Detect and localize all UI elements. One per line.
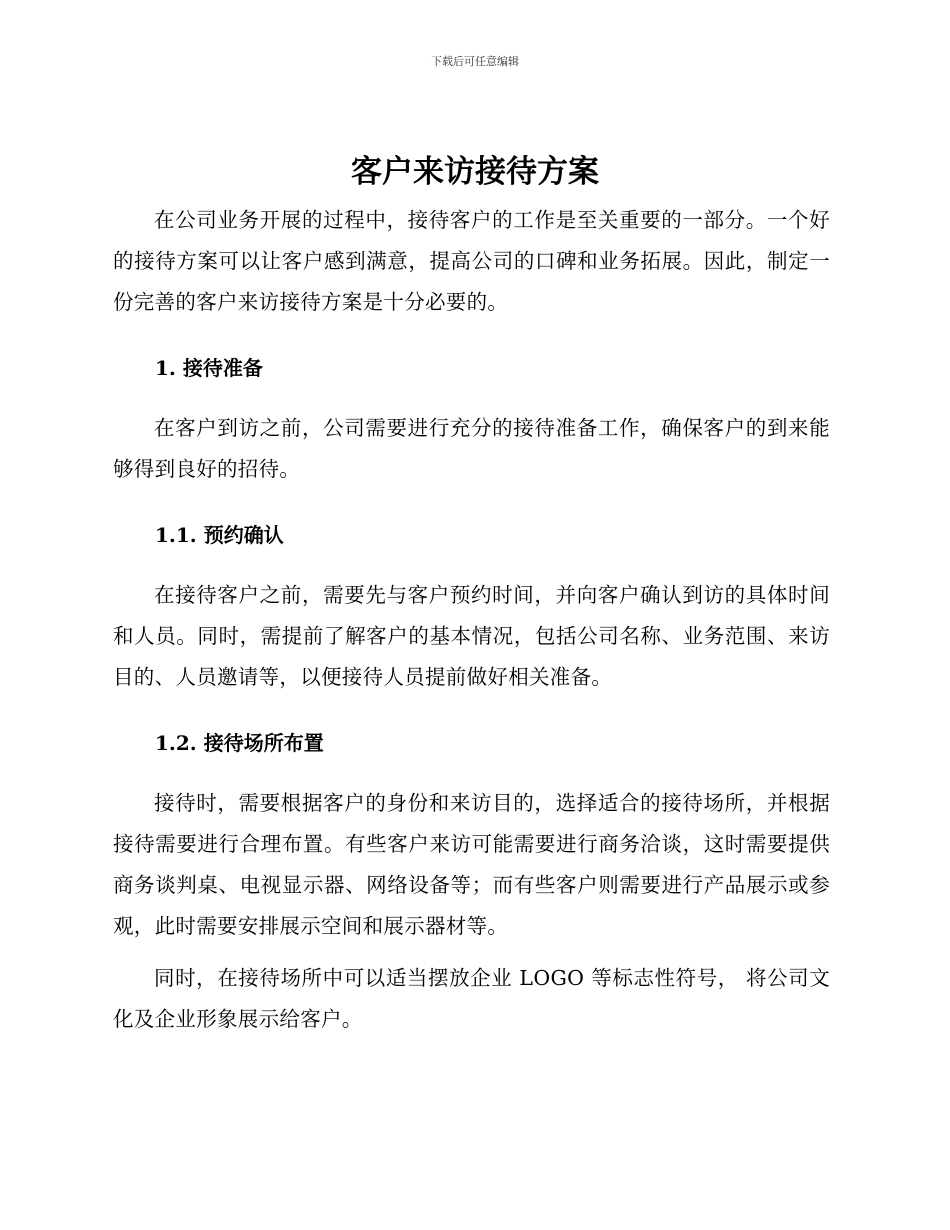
section-paragraph: 在接待客户之前，需要先与客户预约时间，并向客户确认到访的具体时间和人员。同时，需提前了解客户的基本情况，包括公司名称、业务范围、来访目的、人员邀请等，以便接待人员提前做好相关准备。 [113,583,830,689]
section-heading-preparation: 1. 接待准备 [155,356,263,380]
document-title: 客户来访接待方案 [351,154,599,190]
section-paragraph: 在客户到访之前，公司需要进行充分的接待准备工作，确保客户的到来能够得到良好的招待。 [113,416,830,481]
section-heading-appointment: 1.1. 预约确认 [155,523,284,547]
section-paragraph: 接待时，需要根据客户的身份和来访目的，选择适合的接待场所，并根据接待需要进行合理布置。有些客户来访可能需要进行商务洽谈，这时需要提供商务谈判桌、电视显示器、网络设备等；而有些客户则需要进行产品展示或参观，此时需要安排展示空间和展示器材等。 [113,791,830,938]
section-heading-venue: 1.2. 接待场所布置 [155,731,324,755]
page-header-note: 下载后可任意编辑 [431,55,519,68]
document-body [113,200,830,1040]
section-paragraph: 同时，在接待场所中可以适当摆放企业 LOGO 等标志性符号， 将公司文化及企业形象展示给客户。 [113,966,830,1031]
intro-paragraph: 在公司业务开展的过程中，接待客户的工作是至关重要的一部分。一个好的接待方案可以让客户感到满意，提高公司的口碑和业务拓展。因此，制定一份完善的客户来访接待方案是十分必要的。 [113,208,830,314]
